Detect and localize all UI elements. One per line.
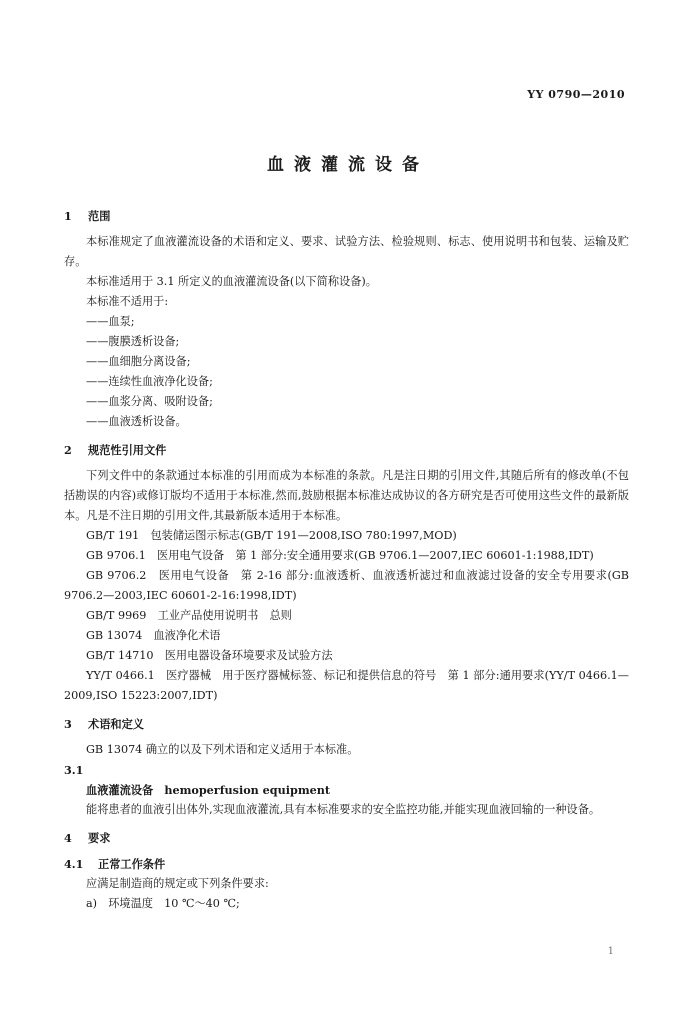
section-3-heading: 3 术语和定义 — [64, 717, 144, 731]
paragraph: 下列文件中的条款通过本标准的引用而成为本标准的条款。凡是注日期的引用文件,其随后所有的修改单(不包括勘误的内容)或修订版均不适用于本标准,然而,鼓励根据本标准达成协议的各方研究是否可使用这些文件的最新版本。凡是不注日期的引用文件,其最新版本适用于本标准。 — [64, 469, 629, 522]
reference-item: GB/T 9969 工业产品使用说明书 总则 — [86, 609, 292, 622]
reference-item: GB/T 191 包装储运图示标志(GB/T 191—2008,ISO 780:1997,MOD) — [86, 529, 457, 542]
paragraph: 本标准不适用于: — [86, 295, 169, 308]
reference-item: YY/T 0466.1 医疗器械 用于医疗器械标签、标记和提供信息的符号 第 1 部分:通用要求(YY/T 0466.1—2009,ISO 15223:2007,IDT) — [64, 669, 629, 702]
paragraph: 本标准规定了血液灌流设备的术语和定义、要求、试验方法、检验规则、标志、使用说明书和包装、运输及贮存。 — [64, 235, 629, 268]
reference-item: GB 13074 血液净化术语 — [86, 629, 221, 642]
section-2-heading: 2 规范性引用文件 — [64, 443, 167, 457]
section-1-heading: 1 范围 — [64, 209, 111, 223]
paragraph: 应满足制造商的规定或下列条件要求: — [86, 877, 269, 890]
page-number: 1 — [607, 946, 614, 957]
standard-code: YY 0790—2010 — [527, 88, 625, 101]
document-body — [64, 206, 629, 914]
reference-item: GB 9706.1 医用电气设备 第 1 部分:安全通用要求(GB 9706.1—2007,IEC 60601-1:1988,IDT) — [86, 549, 594, 562]
subsection-heading: 4.1 正常工作条件 — [64, 857, 166, 871]
reference-item: GB/T 14710 医用电器设备环境要求及试验方法 — [86, 649, 333, 662]
list-item: ——血细胞分离设备; — [86, 355, 191, 368]
list-item: a) 环境温度 10 ℃～40 ℃; — [86, 897, 240, 910]
paragraph: GB 13074 确立的以及下列术语和定义适用于本标准。 — [86, 743, 359, 756]
term-heading: 血液灌流设备 hemoperfusion equipment — [86, 783, 331, 797]
document-title: 血液灌流设备 — [267, 155, 429, 175]
list-item: ——血泵; — [86, 315, 135, 328]
subsection-number: 3.1 — [64, 763, 84, 777]
list-item: ——血液透析设备。 — [86, 415, 187, 428]
term-definition: 能将患者的血液引出体外,实现血液灌流,具有本标准要求的安全监控功能,并能实现血液回输的一种设备。 — [86, 803, 601, 816]
list-item: ——腹膜透析设备; — [86, 335, 180, 348]
section-4-heading: 4 要求 — [64, 831, 111, 845]
list-item: ——连续性血液净化设备; — [86, 375, 213, 388]
reference-item: GB 9706.2 医用电气设备 第 2-16 部分:血液透析、血液透析滤过和血液滤过设备的安全专用要求(GB 9706.2—2003,IEC 60601-2-16:1998,IDT) — [64, 569, 629, 602]
paragraph: 本标准适用于 3.1 所定义的血液灌流设备(以下简称设备)。 — [86, 275, 377, 288]
list-item: ——血浆分离、吸附设备; — [86, 395, 213, 408]
